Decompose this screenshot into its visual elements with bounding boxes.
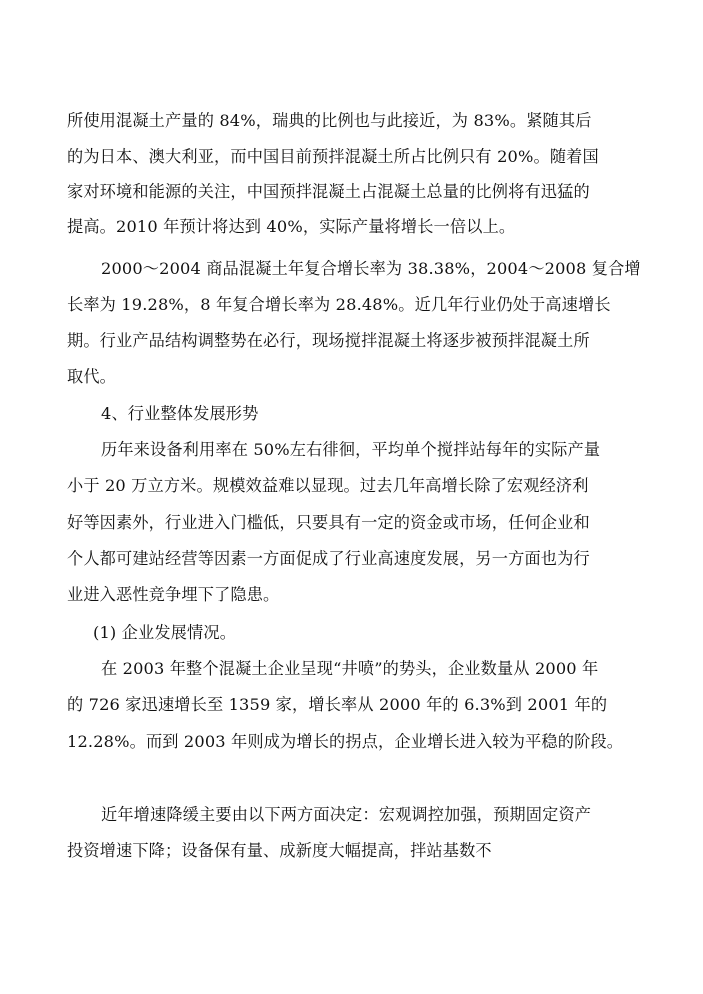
paragraph-2-line-3: 期。行业产品结构调整势在必行，现场搅拌混凝土将逐步被预拌混凝土所 <box>67 331 590 350</box>
paragraph-2-line-2: 长率为 19.28%，8 年复合增长率为 28.48%。近几年行业仍处于高速增长 <box>67 295 611 314</box>
paragraph-1-line-3: 家对环境和能源的关注，中国预拌混凝土占混凝土总量的比例将有迅猛的 <box>67 182 590 201</box>
paragraph-3-line-2: 小于 20 万立方米。规模效益难以显现。过去几年高增长除了宏观经济利 <box>67 476 589 495</box>
subsection-heading-1: (1) 企业发展情况。 <box>93 623 237 642</box>
paragraph-3-line-3: 好等因素外，行业进入门槛低，只要具有一定的资金或市场，任何企业和 <box>67 513 590 532</box>
paragraph-1-line-1: 所使用混凝土产量的 84%，瑞典的比例也与此接近，为 83%。紧随其后 <box>67 111 592 130</box>
paragraph-2-line-1: 2000～2004 商品混凝土年复合增长率为 38.38%，2004～2008 复合增 <box>101 259 641 278</box>
paragraph-2-line-4: 取代。 <box>67 367 117 386</box>
paragraph-4-line-2: 的 726 家迅速增长至 1359 家，增长率从 2000 年的 6.3%到 2001 年的 <box>67 695 608 714</box>
paragraph-3-line-4: 个人都可建站经营等因素一方面促成了行业高速度发展，另一方面也为行 <box>67 549 590 568</box>
paragraph-3-line-5: 业进入恶性竞争埋下了隐患。 <box>67 585 280 604</box>
paragraph-5-line-1: 近年增速降缓主要由以下两方面决定：宏观调控加强，预期固定资产 <box>101 805 592 824</box>
paragraph-4-line-3: 12.28%。而到 2003 年则成为增长的拐点，企业增长进入较为平稳的阶段。 <box>67 732 624 751</box>
section-heading-4: 4、行业整体发展形势 <box>101 404 259 423</box>
paragraph-3-line-1: 历年来设备利用率在 50%左右徘徊，平均单个搅拌站每年的实际产量 <box>101 440 601 459</box>
paragraph-5-line-2: 投资增速下降；设备保有量、成新度大幅提高，拌站基数不 <box>67 841 492 860</box>
paragraph-1-line-2: 的为日本、澳大利亚，而中国目前预拌混凝土所占比例只有 20%。随着国 <box>67 147 599 166</box>
paragraph-1-line-4: 提高。2010 年预计将达到 40%，实际产量将增长一倍以上。 <box>67 217 516 236</box>
paragraph-4-line-1: 在 2003 年整个混凝土企业呈现“井喷”的势头，企业数量从 2000 年 <box>101 659 599 678</box>
